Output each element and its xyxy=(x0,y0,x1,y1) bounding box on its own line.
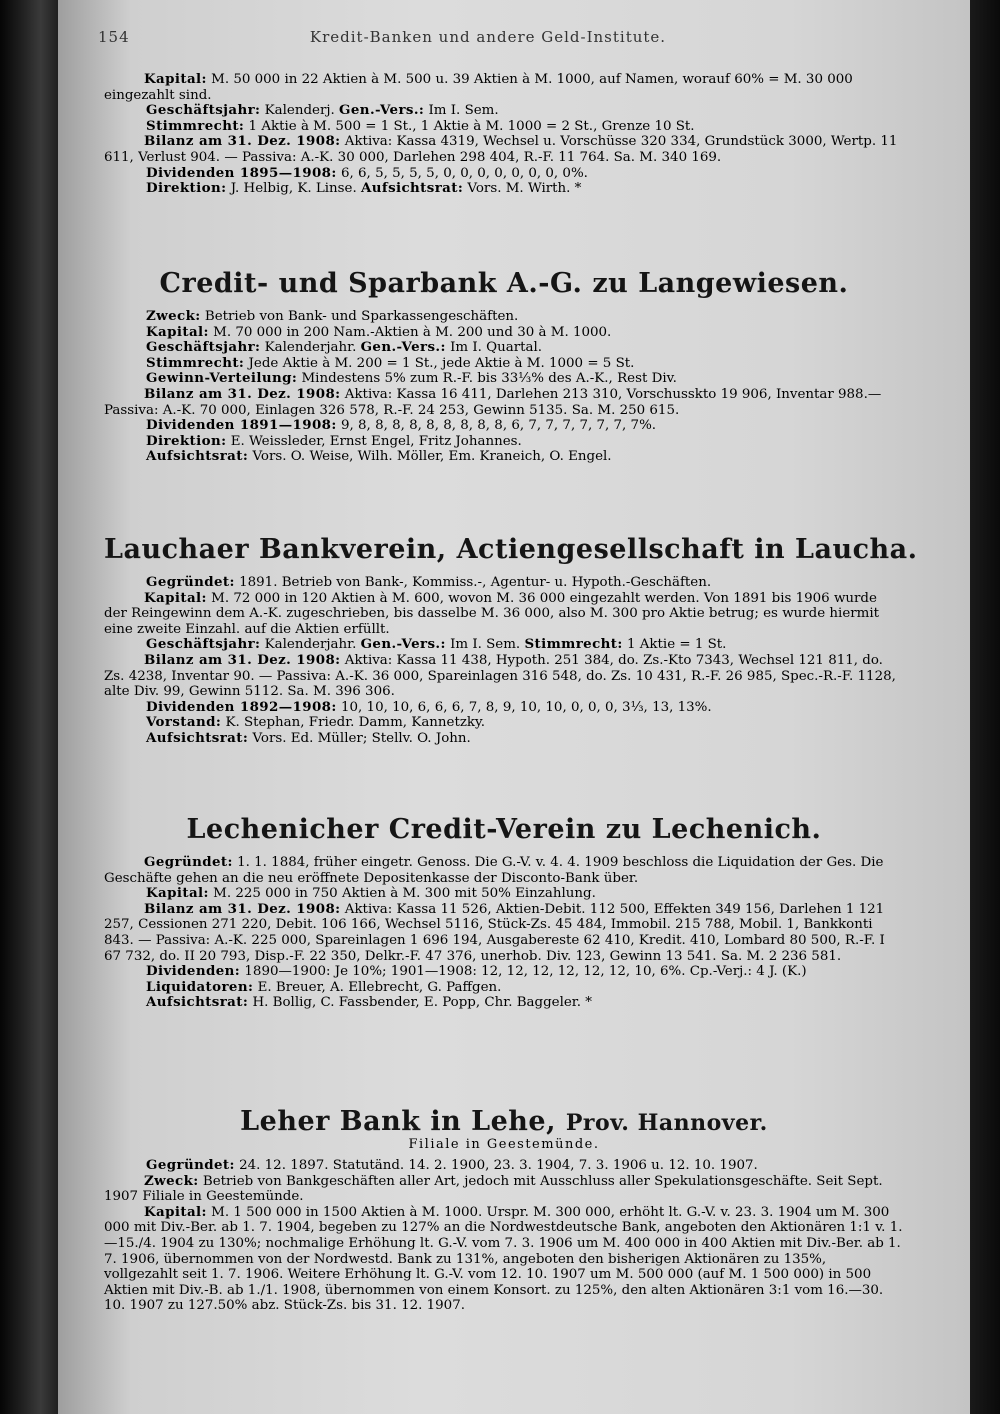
entry-credit-sparbank xyxy=(104,268,904,465)
entry-paragraph: Vorstand: K. Stephan, Friedr. Damm, Kannetzky. xyxy=(146,714,486,731)
entry-title: Lechenicher Credit-Verein zu Lechenich. xyxy=(186,814,822,845)
entry-paragraph: Dividenden 1895—1908: 6, 6, 5, 5, 5, 5, 0, 0, 0, 0, 0, 0, 0, 0%. xyxy=(146,164,588,181)
entry-lauchaer-bankverein xyxy=(104,534,918,747)
entry-paragraph: Direktion: E. Weissleder, Ernst Engel, Fritz Johannes. xyxy=(146,432,522,449)
page-number: 154 xyxy=(98,28,130,46)
entry-paragraph: Bilanz am 31. Dez. 1908: Aktiva: Kassa 4319, Wechsel u. Vorschüsse 320 334, Grundstück 3000, Wertp. 11 611, Verlust 904. — Passiva: A.-K. 30 000, Darlehen 298 404, R.-F. 11 764. Sa. M. 340 169. xyxy=(104,133,898,165)
entry-paragraph: Gegründet: 1. 1. 1884, früher eingetr. Genoss. Die G.-V. v. 4. 4. 1909 beschloss die Liquidation der Ges. Die Geschäfte gehen an die neu eröffnete Depositenkasse der Disconto-Bank über. xyxy=(104,854,884,886)
entry-paragraph: Kapital: M. 1 500 000 in 1500 Aktien à M. 1000. Urspr. M. 300 000, erhöht lt. G.-V. v. 23. 3. 1904 um M. 300 000 mit Div.-Ber. ab 1. 7. 1904, begeben zu 127% an die Nordwestdeutsche Bank, angeboten den Aktionären 1:1 v. 1.—15./4. 1904 zu 130%; nochmalige Erhöhung lt. G.-V. vom 7. 3. 1906 um M. 400 000 in 400 Aktien mit Div.-Ber. ab 1. 7. 1906, übernommen von der Nordwestd. Bank zu 131%, angeboten den bisherigen Aktionären zu 135%, vollgezahlt seit 1. 7. 1906. Weitere Erhöhung lt. G.-V. vom 12. 10. 1907 um M. 500 000 (auf M. 1 500 000) in 500 Aktien mit Div.-B. ab 1./1. 1908, übernommen von einem Konsort. zu 125%, den alten Aktionären 3:1 vom 16.—30. 10. 1907 zu 127.50% abz. Stück-Zs. bis 31. 12. 1907. xyxy=(104,1203,903,1314)
entry-paragraph: Geschäftsjahr: Kalenderjahr. Gen.-Vers.: Im I. Quartal. xyxy=(146,339,543,356)
entry-paragraph: Aufsichtsrat: Vors. Ed. Müller; Stellv. O. John. xyxy=(146,729,471,746)
entry-paragraph: Aufsichtsrat: Vors. O. Weise, Wilh. Möller, Em. Kraneich, O. Engel. xyxy=(146,448,612,465)
entry-paragraph: Zweck: Betrieb von Bankgeschäften aller Art, jedoch mit Ausschluss aller Spekulationsgeschäfte. Seit Sept. 1907 Filiale in Geestemünde. xyxy=(104,1172,883,1205)
running-title: Kredit-Banken und andere Geld-Institute. xyxy=(309,28,667,46)
entry-paragraph: Kapital: M. 72 000 in 120 Aktien à M. 600, wovon M. 36 000 eingezahlt werden. Von 1891 bis 1906 wurde der Reingewinn dem A.-K. zugeschrieben, bis dasselbe M. 36 000, also M. 300 pro Aktie betrug; es wurde hiermit eine zweite Einzahl. auf die Aktien erfüllt. xyxy=(104,589,880,637)
entry-paragraph: Zweck: Betrieb von Bank- und Sparkassengeschäften. xyxy=(146,308,519,324)
entry-paragraph: Aufsichtsrat: H. Bollig, C. Fassbender, E. Popp, Chr. Baggeler. * xyxy=(146,994,592,1011)
entry-paragraph: Dividenden 1891—1908: 9, 8, 8, 8, 8, 8, 8, 8, 8, 8, 6, 7, 7, 7, 7, 7, 7, 7%. xyxy=(146,417,657,434)
entry-title: Credit- und Sparbank A.-G. zu Langewiesen. xyxy=(159,268,849,299)
page-edge-shadow xyxy=(970,0,1000,1414)
entry-paragraph: Dividenden 1892—1908: 10, 10, 10, 6, 6, 6, 7, 8, 9, 10, 10, 0, 0, 0, 3⅓, 13, 13%. xyxy=(146,698,712,715)
entry-title xyxy=(104,1106,904,1137)
entry-paragraph: Geschäftsjahr: Kalenderj. Gen.-Vers.: Im I. Sem. xyxy=(146,102,499,119)
entry-paragraph: Bilanz am 31. Dez. 1908: Aktiva: Kassa 11 438, Hypoth. 251 384, do. Zs.-Kto 7343, Wechsel 121 811, do. Zs. 4238, Inventar 90. — Passiva: A.-K. 36 000, Spareinlagen 316 548, do. Zs. 10 431, R.-F. 26 985, Spec.-R.-F. 1128, alte Div. 99, Gewinn 5112. Sa. M. 396 306. xyxy=(104,651,896,700)
entry-title: Lauchaer Bankverein, Actiengesellschaft in Laucha. xyxy=(104,534,918,565)
entry-paragraph: Stimmrecht: 1 Aktie à M. 500 = 1 St., 1 Aktie à M. 1000 = 2 St., Grenze 10 St. xyxy=(146,117,695,134)
entry-subtitle: Filiale in Geestemünde. xyxy=(408,1137,600,1152)
entry-continued xyxy=(104,72,904,197)
entry-lechenicher-credit-verein xyxy=(104,814,904,1011)
entry-paragraph: Gegründet: 24. 12. 1897. Statutänd. 14. 2. 1900, 23. 3. 1904, 7. 3. 1906 u. 12. 10. 1907. xyxy=(146,1157,758,1173)
entry-paragraph: Kapital: M. 225 000 in 750 Aktien à M. 300 mit 50% Einzahlung. xyxy=(146,885,596,902)
entry-paragraph: Kapital: M. 70 000 in 200 Nam.-Aktien à M. 200 und 30 à M. 1000. xyxy=(146,323,612,340)
entry-paragraph: Gewinn-Verteilung: Mindestens 5% zum R.-F. bis 33⅓% des A.-K., Rest Div. xyxy=(146,370,677,387)
entry-paragraph: Liquidatoren: E. Breuer, A. Ellebrecht, G. Paffgen. xyxy=(146,978,502,995)
entry-title-suffix: Prov. Hannover. xyxy=(565,1110,768,1136)
entry-paragraph: Geschäftsjahr: Kalenderjahr. Gen.-Vers.: Im I. Sem. Stimmrecht: 1 Aktie = 1 St. xyxy=(146,636,727,653)
entry-paragraph: Bilanz am 31. Dez. 1908: Aktiva: Kassa 11 526, Aktien-Debit. 112 500, Effekten 349 156, Darlehen 1 121 257, Cessionen 271 220, Debit. 106 166, Wechsel 5116, Stück-Zs. 45 484, Immobil. 215 788, Mobil. 1, Bankkonti 843. — Passiva: A.-K. 225 000, Spareinlagen 1 696 194, Ausgabereste 62 410, Kredit. 410, Lombard 80 500, R.-F. I 67 732, do. II 20 793, Disp.-F. 22 350, Delkr.-F. 47 376, unerhob. Div. 123, Gewinn 13 541. Sa. M. 2 236 581. xyxy=(104,900,885,964)
entry-paragraph: Kapital: M. 50 000 in 22 Aktien à M. 500 u. 39 Aktien à M. 1000, auf Namen, worauf 60% = M. 30 000 eingezahlt sind. xyxy=(104,71,853,103)
entry-title-main: Leher Bank in Lehe, xyxy=(240,1106,556,1137)
entry-paragraph: Bilanz am 31. Dez. 1908: Aktiva: Kassa 16 411, Darlehen 213 310, Vorschusskto 19 906, Inventar 988.— Passiva: A.-K. 70 000, Einlagen 326 578, R.-F. 24 253, Gewinn 5135. Sa. M. 250 615. xyxy=(104,385,882,418)
entry-paragraph: Gegründet: 1891. Betrieb von Bank-, Kommiss.-, Agentur- u. Hypoth.-Geschäften. xyxy=(146,574,712,590)
entry-paragraph: Stimmrecht: Jede Aktie à M. 200 = 1 St., jede Aktie à M. 1000 = 5 St. xyxy=(146,354,635,371)
entry-leher-bank xyxy=(104,1106,904,1314)
entry-paragraph: Direktion: J. Helbig, K. Linse. Aufsichtsrat: Vors. M. Wirth. * xyxy=(146,180,582,197)
entry-paragraph: Dividenden: 1890—1900: Je 10%; 1901—1908: 12, 12, 12, 12, 12, 12, 10, 6%. Cp.-Verj.: 4 J. (K.) xyxy=(146,963,807,980)
book-spine xyxy=(0,0,58,1414)
